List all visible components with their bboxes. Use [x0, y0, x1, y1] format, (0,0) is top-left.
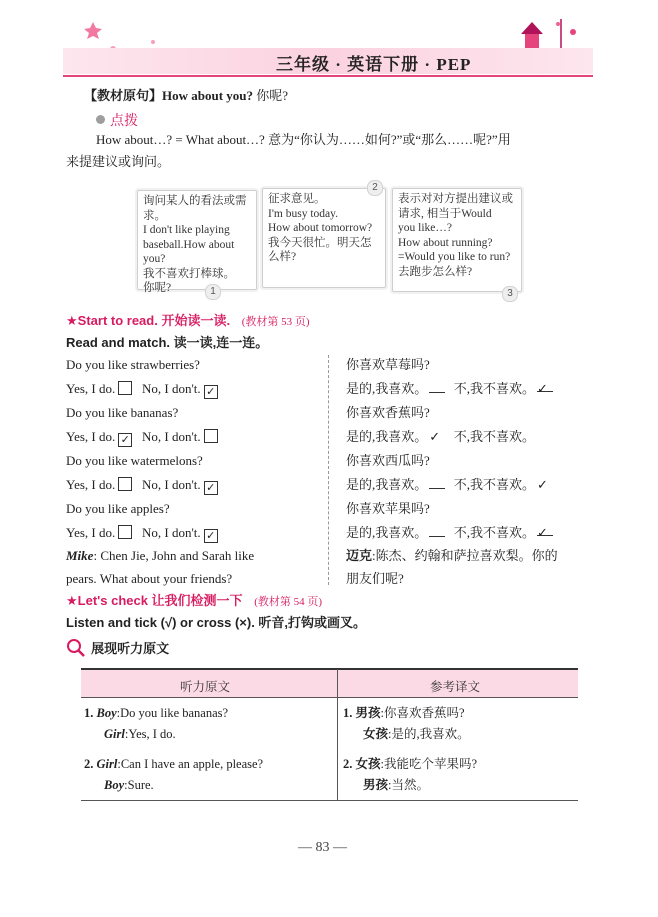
line-text: :Can I have an apple, please?	[117, 757, 264, 771]
answer-yes: Yes, I do.	[66, 525, 116, 540]
mike-line-1	[66, 548, 254, 564]
table-header-bg	[81, 669, 578, 698]
row-number: 1.	[84, 706, 94, 720]
header-rule	[63, 75, 593, 77]
page-number	[298, 840, 347, 856]
card-text: baseball.How about	[143, 238, 235, 251]
section-read-heading	[66, 313, 310, 330]
match-cn-answer-row-2	[346, 429, 555, 445]
match-cn-answer-row-3	[346, 477, 555, 493]
checkbox[interactable]	[118, 477, 132, 491]
match-question-1: Do you like strawberries?	[66, 357, 200, 372]
card-text: you?	[143, 253, 166, 265]
page-number-value: 83	[315, 840, 330, 855]
cn-answer-no: 不,我不喜欢。	[453, 477, 536, 492]
checkbox[interactable]: ✓	[204, 385, 218, 399]
table-header-translation: 参考译文	[430, 680, 481, 694]
table-row	[84, 705, 228, 742]
card-text: 我不喜欢打棒球。	[143, 267, 235, 280]
speaker: Boy	[104, 778, 125, 792]
match-answer-row-4	[66, 525, 218, 543]
match-question-4: Do you like apples?	[66, 501, 170, 516]
match-question-3: Do you like watermelons?	[66, 453, 203, 468]
card-text: =Would you like to run?	[398, 251, 511, 263]
answer-blank[interactable]	[429, 478, 445, 489]
checkbox[interactable]	[118, 381, 132, 395]
match-cn-question-3: 你喜欢西瓜吗?	[346, 453, 430, 468]
mike-text: : Chen Jie, John and Sarah like	[93, 548, 255, 563]
speaker: Boy	[96, 706, 117, 720]
table-column-rule	[337, 669, 338, 800]
card-text: I'm busy today.	[268, 207, 338, 220]
card-text: I don't like playing	[143, 224, 230, 236]
answer-no: No, I don't.	[142, 381, 201, 396]
tip-bullet-icon	[96, 115, 105, 124]
line-text: :Yes, I do.	[124, 727, 176, 741]
card-number-badge: 1	[205, 284, 221, 300]
source-bracket-label: 【教材原句】	[84, 88, 163, 103]
answer-blank[interactable]: ✓	[537, 381, 553, 392]
match-cn-answer-row-4	[346, 525, 555, 541]
answer-no: No, I don't.	[142, 429, 201, 444]
match-cn-question-4: 你喜欢苹果吗?	[346, 501, 430, 516]
line-text: :我能吃个苹果吗?	[380, 757, 478, 771]
mike-line-2: pears. What about your friends?	[66, 571, 233, 586]
card-text: 征求意见。	[268, 193, 326, 205]
page-number-dash: —	[333, 840, 347, 855]
card-text: you like…?	[398, 222, 452, 234]
listening-title: 展现听力原文	[91, 641, 170, 656]
answer-no: No, I don't.	[142, 525, 201, 540]
speaker: Girl	[96, 757, 118, 771]
match-cn-answer-row-1	[346, 381, 555, 397]
table-bottom-rule	[81, 800, 578, 801]
cn-answer-yes: 是的,我喜欢。	[346, 477, 428, 492]
line-text: :Do you like bananas?	[116, 706, 229, 720]
answer-blank[interactable]	[429, 382, 445, 393]
card-number-badge: 2	[367, 180, 383, 196]
cn-answer-no: 不,我不喜欢。	[453, 525, 536, 540]
line-text: :你喜欢香蕉吗?	[380, 706, 465, 720]
card-text: 表示对对方提出建议或	[398, 193, 513, 205]
match-question-2: Do you like bananas?	[66, 405, 179, 420]
table-header-original: 听力原文	[180, 680, 231, 694]
cn-answer-yes: 是的,我喜欢。	[346, 429, 428, 444]
section-check-page-ref: (教材第 54 页)	[254, 596, 323, 608]
checkbox[interactable]: ✓	[204, 529, 218, 543]
mike-cn-line-2: 朋友们呢?	[346, 571, 404, 586]
row-number: 2.	[343, 757, 353, 771]
checkbox[interactable]	[204, 429, 218, 443]
card-text: 询问某人的看法或需求。	[143, 195, 247, 222]
tip-label: 点拨	[110, 112, 139, 128]
card-text: How about running?	[398, 236, 493, 249]
section-read-instruction: Read and match. 读一读,连一连。	[66, 335, 269, 350]
cn-answer-yes: 是的,我喜欢。	[346, 381, 428, 396]
usage-card-2	[262, 188, 386, 288]
section-read-title: ★Start to read. 开始读一读.	[66, 313, 231, 328]
speaker: 女孩	[355, 757, 381, 771]
answer-yes: Yes, I do.	[66, 381, 116, 396]
speaker: 女孩	[363, 727, 389, 741]
match-answer-row-2	[66, 429, 218, 447]
match-answer-row-3	[66, 477, 218, 495]
mike-speaker: Mike	[66, 548, 94, 563]
answer-yes: Yes, I do.	[66, 429, 116, 444]
table-top-rule	[81, 668, 578, 670]
cn-answer-no: 不,我不喜欢。	[453, 381, 536, 396]
card-text: 去跑步怎么样?	[398, 265, 473, 278]
section-check-heading	[66, 593, 322, 610]
line-text: :Sure.	[124, 778, 154, 792]
checkbox[interactable]	[118, 525, 132, 539]
mike-cn-speaker: 迈克	[346, 548, 373, 563]
speaker: 男孩	[355, 706, 381, 720]
card-text: 我今天很忙。明天怎	[268, 236, 372, 249]
card-text: 请求, 相当于Would	[398, 207, 492, 220]
card-text: 你呢?	[143, 282, 172, 294]
table-row	[84, 756, 263, 793]
row-number: 2.	[84, 757, 94, 771]
answer-yes: Yes, I do.	[66, 477, 116, 492]
answer-blank[interactable]: ✓	[429, 429, 441, 444]
mike-cn-text: :陈杰、约翰和萨拉喜欢梨。你的	[372, 548, 558, 563]
card-text: How about tomorrow?	[268, 222, 373, 234]
line-text: :是的,我喜欢。	[388, 727, 470, 741]
cn-answer-yes: 是的,我喜欢。	[346, 525, 428, 540]
card-number-badge: 3	[502, 286, 518, 302]
source-english: How about you?	[162, 88, 254, 103]
table-row-translation	[343, 705, 470, 742]
line-text: :当然。	[388, 778, 429, 792]
tip-heading	[96, 110, 138, 130]
source-chinese: 你呢?	[256, 88, 289, 103]
mike-cn-line-1	[346, 548, 558, 564]
answer-blank[interactable]	[429, 526, 445, 537]
tip-line-2: 来提建议或询问。	[66, 154, 171, 169]
section-check-instruction: Listen and tick (√) or cross (×). 听音,打钩或画叉。	[66, 615, 367, 630]
match-cn-question-2: 你喜欢香蕉吗?	[346, 405, 430, 420]
match-cn-question-1: 你喜欢草莓吗?	[346, 357, 430, 372]
match-answer-row-1	[66, 381, 218, 399]
answer-blank[interactable]: ✓	[537, 477, 548, 492]
page-number-dash: —	[298, 840, 312, 855]
section-read-page-ref: (教材第 53 页)	[241, 316, 310, 328]
answer-no: No, I don't.	[142, 477, 201, 492]
listening-heading	[66, 638, 169, 658]
cn-answer-no: 不,我不喜欢。	[453, 429, 536, 444]
magnifier-icon	[66, 638, 86, 658]
section-check-title: ★Let's check 让我们检测一下	[66, 593, 243, 608]
header-title: 三年级 · 英语下册 · PEP	[276, 55, 472, 74]
checkbox[interactable]: ✓	[204, 481, 218, 495]
column-divider	[328, 355, 329, 585]
checkbox[interactable]: ✓	[118, 433, 132, 447]
usage-card-1	[137, 190, 257, 294]
card-text: 么样?	[268, 251, 297, 263]
source-sentence	[84, 88, 288, 104]
table-row-translation	[343, 756, 477, 793]
speaker: 男孩	[363, 778, 389, 792]
tip-line-1: How about…? = What about…? 意为“你认为……如何?”或“那么……呢?”用	[96, 132, 511, 147]
usage-card-3	[392, 188, 522, 292]
speaker: Girl	[104, 727, 125, 741]
answer-blank[interactable]	[537, 431, 553, 441]
answer-blank[interactable]: ✓	[537, 525, 553, 536]
table-header-rule	[81, 697, 578, 698]
row-number: 1.	[343, 706, 353, 720]
